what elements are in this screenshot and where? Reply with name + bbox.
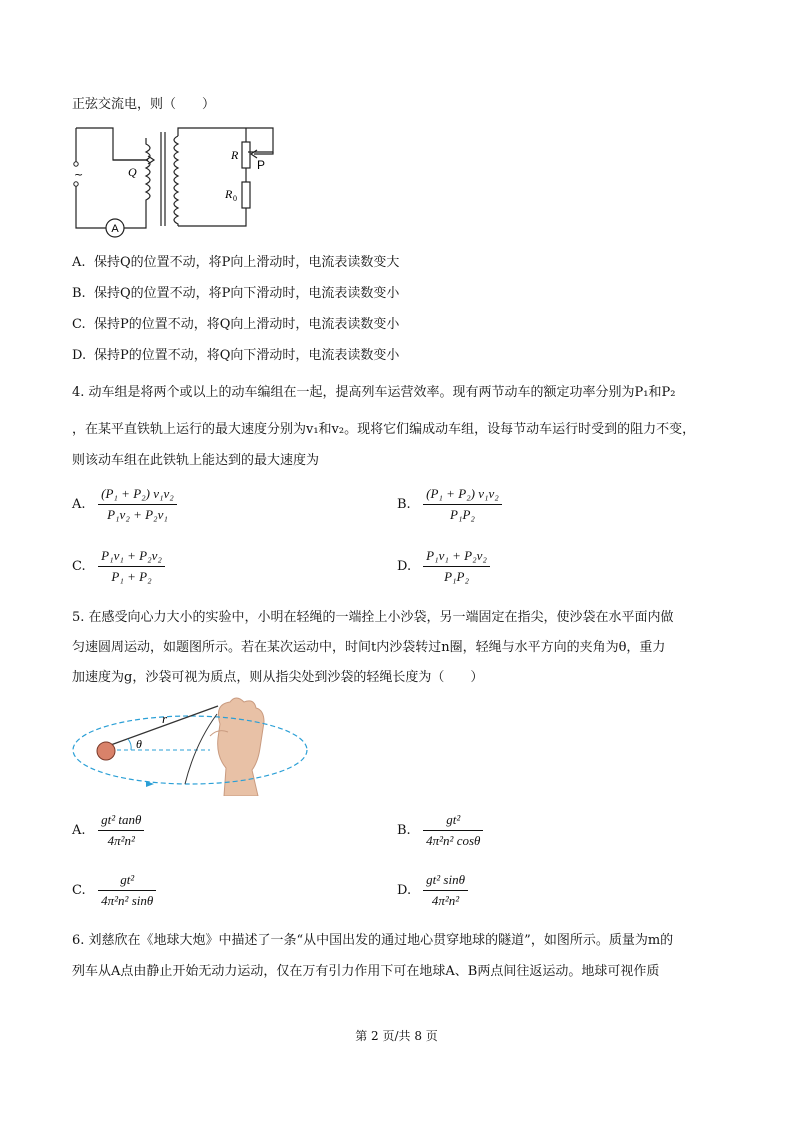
label-theta: θ (136, 737, 142, 751)
label-Q: Q (128, 165, 137, 179)
formula: $\frac{\text{gt² sinθ}}{\text{4π²n²}}$ (423, 872, 468, 909)
option-text: 保持P的位置不动，将Q向下滑动时，电流表读数变小 (94, 348, 400, 363)
q5-option-c[interactable] (72, 872, 156, 909)
q3-option-a[interactable] (72, 254, 399, 272)
option-label: D. (397, 883, 412, 898)
terminal-icon (74, 182, 78, 186)
q3-intro: 正弦交流电，则（ ） (72, 97, 216, 112)
sandbag-circular-motion-figure (70, 696, 315, 796)
q3-option-d[interactable] (72, 347, 399, 365)
ammeter-label: A (111, 223, 119, 235)
option-text: 保持Q的位置不动，将P向上滑动时，电流表读数变大 (94, 255, 400, 270)
option-label: D. (397, 559, 412, 574)
formula: $\frac{\text{P₁v₁ + P₂v₂}}{\text{P₁ + P₂}}$ (98, 548, 165, 585)
option-label: A. (72, 255, 86, 270)
q4-line-1: 4. 动车组是将两个或以上的动车编组在一起，提高列车运营效率。现有两节动车的额定功率分别为P₁和P₂ (72, 385, 676, 400)
label-R0: R (225, 187, 233, 201)
option-label: C. (72, 883, 86, 898)
formula: $\frac{\text{gt² tanθ}}{\text{4π²n²}}$ (98, 812, 144, 849)
q5-option-a[interactable] (72, 812, 144, 849)
q5-line-1: 5. 在感受向心力大小的实验中，小明在轻绳的一端拴上小沙袋，另一端固定在指尖，使沙袋在水平面内做 (72, 610, 674, 625)
q4-option-a[interactable] (72, 486, 177, 523)
formula: $\frac{\text{gt²}}{\text{4π²n² sinθ}}$ (98, 872, 156, 909)
transformer-circuit-figure (68, 122, 283, 242)
label-R0-subscript: 0 (233, 194, 237, 203)
hand-icon (218, 698, 264, 796)
sandbag-icon (97, 742, 115, 760)
option-label: C. (72, 317, 86, 332)
formula: $\frac{\text{gt²}}{\text{4π²n² cosθ}}$ (423, 812, 483, 849)
formula: $\frac{\text{(P₁ + P₂) v₁v₂}}{\text{P₁v₂ + P₂v₁}}$ (98, 486, 177, 523)
q5-line-3: 加速度为g，沙袋可视为质点，则从指尖处到沙袋的轻绳长度为（ ） (72, 670, 484, 685)
label-P: P (257, 158, 266, 172)
ac-source-label: ~ (74, 168, 84, 181)
q4-option-b[interactable] (397, 486, 502, 523)
label-R: R (231, 148, 239, 162)
label-r: r (162, 711, 168, 726)
q4-option-d[interactable] (397, 548, 490, 585)
option-label: B. (397, 497, 411, 512)
q6-line-2: 列车从A点由静止开始无动力运动，仅在万有引力作用下可在地球A、B两点间往返运动。地球可视作质 (72, 964, 660, 979)
q5-option-d[interactable] (397, 872, 468, 909)
page-footer: 第 2 页/共 8 页 (355, 1029, 438, 1043)
q6-line-1: 6. 刘慈欣在《地球大炮》中描述了一条“从中国出发的通过地心贯穿地球的隧道”，如图所示。质量为m的 (72, 933, 674, 948)
terminal-icon (74, 162, 78, 166)
formula: $\frac{\text{P₁v₁ + P₂v₂}}{\text{P₁P₂}}$ (423, 548, 490, 585)
option-text: 保持Q的位置不动，将P向下滑动时，电流表读数变小 (94, 286, 400, 301)
option-label: B. (397, 823, 411, 838)
option-label: A. (72, 823, 86, 838)
q3-option-c[interactable] (72, 316, 399, 334)
q4-line-2: ，在某平直铁轨上运行的最大速度分别为v₁和v₂。现将它们编成动车组，设每节动车运行时受到的阻力不变， (72, 422, 696, 437)
option-label: A. (72, 497, 86, 512)
option-label: B. (72, 286, 86, 301)
option-label: C. (72, 559, 86, 574)
option-label: D. (72, 348, 87, 363)
option-text: 保持P的位置不动，将Q向上滑动时，电流表读数变小 (94, 317, 400, 332)
q4-line-3: 则该动车组在此铁轨上能达到的最大速度为 (72, 453, 320, 468)
q3-option-b[interactable] (72, 285, 399, 303)
q5-line-2: 匀速圆周运动，如题图所示。若在某次运动中，时间t内沙袋转过n圈，轻绳与水平方向的夹角为θ，重力 (72, 640, 666, 655)
formula: $\frac{\text{(P₁ + P₂) v₁v₂}}{\text{P₁P₂}}$ (423, 486, 502, 523)
q4-option-c[interactable] (72, 548, 165, 585)
q5-option-b[interactable] (397, 812, 483, 849)
